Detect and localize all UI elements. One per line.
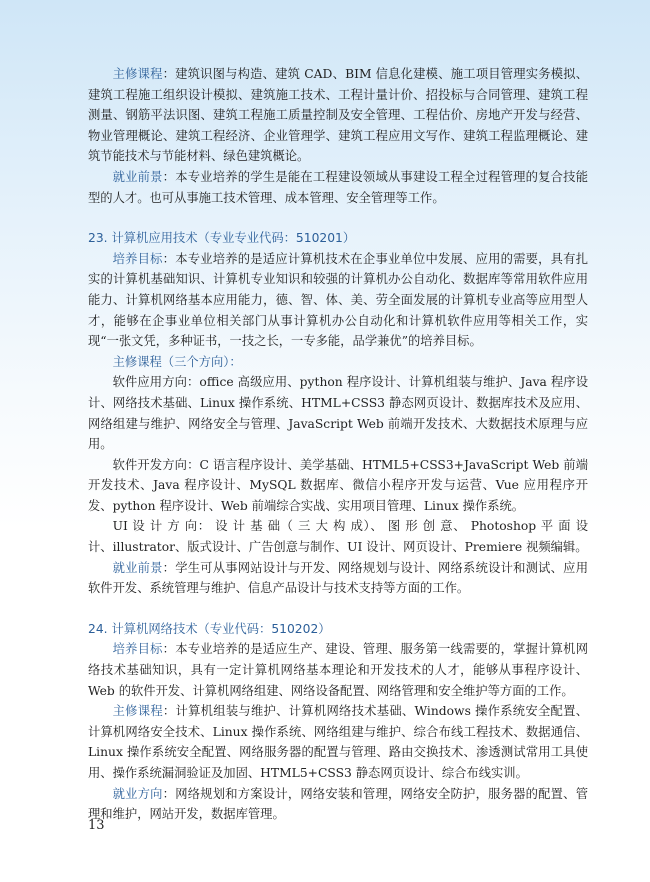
s23-dir3: UI 设 计 方 向： 设 计 基 础（ 三 大 构 成）、 图 形 创 意、 Photoshop 平 面 设 计、illustrator、版式设计、广告创意与制作、UI 设计、网页设计、Premiere 视频编辑。 (88, 519, 588, 555)
section-gap (88, 208, 588, 228)
s24-goal-text: ：本专业培养的是适应生产、建设、管理、服务第一线需要的，掌握计算机网络技术基础知识，具有一定计算机网络基本理论和开发技术的人才，能够从事程序设计、Web 的软件开发、计算机网络组建、网络设备配置、网络管理和安全维护等方面的工作。 (88, 642, 588, 698)
s23-goal (88, 249, 588, 352)
s24-jobs (88, 784, 588, 825)
s22-courses-label: 主修课程 (112, 67, 163, 81)
s22-jobs-text: ：本专业培养的学生是能在工程建设领域从事建设工程全过程管理的复合技能型的人才。也可从事施工技术管理、成本管理、安全管理等工作。 (88, 169, 588, 205)
page-number: 13 (88, 818, 105, 833)
s24-goal (88, 639, 588, 701)
s23-goal-label: 培养目标 (112, 251, 163, 266)
section-gap (88, 599, 588, 619)
s23-courses-label: 主修课程（三个方向）： (112, 354, 242, 369)
s24-title: 24. 计算机网络技术（专业代码：510202） (88, 621, 331, 636)
s23-jobs-text: ：学生可从事网站设计与开发、网络规划与设计、网络系统设计和测试、应用软件开发、系统管理与维护、信息产品设计与技术支持等方面的工作。 (88, 560, 588, 596)
s24-jobs-label: 就业方向 (112, 786, 163, 801)
s22-jobs-label: 就业前景 (112, 169, 163, 184)
s24-courses-text: ：计算机组装与维护、计算机网络技术基础、Windows 操作系统安全配置、计算机网络安全技术、Linux 操作系统、网络组建与维护、综合布线工程技术、数据通信、Linux 操作系统安全配置、网络服务器的配置与管理、路由交换技术、渗透测试常用工具使用、操作系统漏洞验证及加固、HTML5+CSS3 静态网页设计、综合布线实训。 (88, 704, 588, 780)
s23-title: 23. 计算机应用技术（专业专业代码：510201） (88, 231, 356, 246)
page-content (88, 64, 588, 825)
s22-jobs (88, 167, 588, 208)
s23-jobs (88, 558, 588, 599)
s23-dir1: 软件应用方向：office 高级应用、python 程序设计、计算机组装与维护、Java 程序设计、网络技术基础、Linux 操作系统、HTML+CSS3 静态网页设计、数据库技术及应用、网络组建与维护、网络安全与管理、JavaScript Web 前端开发技术、大数据技术原理与应用。 (88, 375, 588, 452)
s24-goal-label: 培养目标 (112, 642, 163, 657)
s22-courses-text: ：建筑识图与构造、建筑 CAD、BIM 信息化建模、施工项目管理实务模拟、建筑工程施工组织设计模拟、建筑施工技术、工程计量计价、招投标与合同管理、建筑工程测量、钢筋平法识图、建筑工程施工质量控制及安全管理、工程估价、房地产开发与经营、物业管理概论、建筑工程经济、企业管理学、建筑工程应用文写作、建筑工程监理概论、建筑节能技术与节能材料、绿色建筑概论。 (88, 67, 588, 164)
s24-courses (88, 701, 588, 783)
s24-jobs-text: ：网络规划和方案设计，网络安装和管理，网络安全防护，服务器的配置、管理和维护，网站开发，数据库管理。 (88, 786, 588, 822)
s24-courses-label: 主修课程 (112, 704, 163, 719)
s23-dir2: 软件开发方向：C 语言程序设计、美学基础、HTML5+CSS3+JavaScript Web 前端开发技术、Java 程序设计、MySQL 数据库、微信小程序开发与运营、Vue 应用程序开发、python 程序设计、Web 前端综合实战、实用项目管理、Linux 操作系统。 (88, 457, 588, 513)
s22-courses (88, 64, 588, 167)
s23-goal-text: ：本专业培养的是适应计算机技术在企事业单位中发展、应用的需要，具有扎实的计算机基础知识、计算机专业知识和较强的计算机办公自动化、数据库等常用软件应用能力、计算机网络基本应用能力，德、智、体、美、劳全面发展的计算机专业高等应用型人才，能够在企事业单位相关部门从事计算机办公自动化和计算机软件应用等相关工作，实现“一张文凭，多种证书，一技之长，一专多能，品学兼优”的培养目标。 (88, 251, 588, 349)
s23-jobs-label: 就业前景 (112, 560, 163, 575)
